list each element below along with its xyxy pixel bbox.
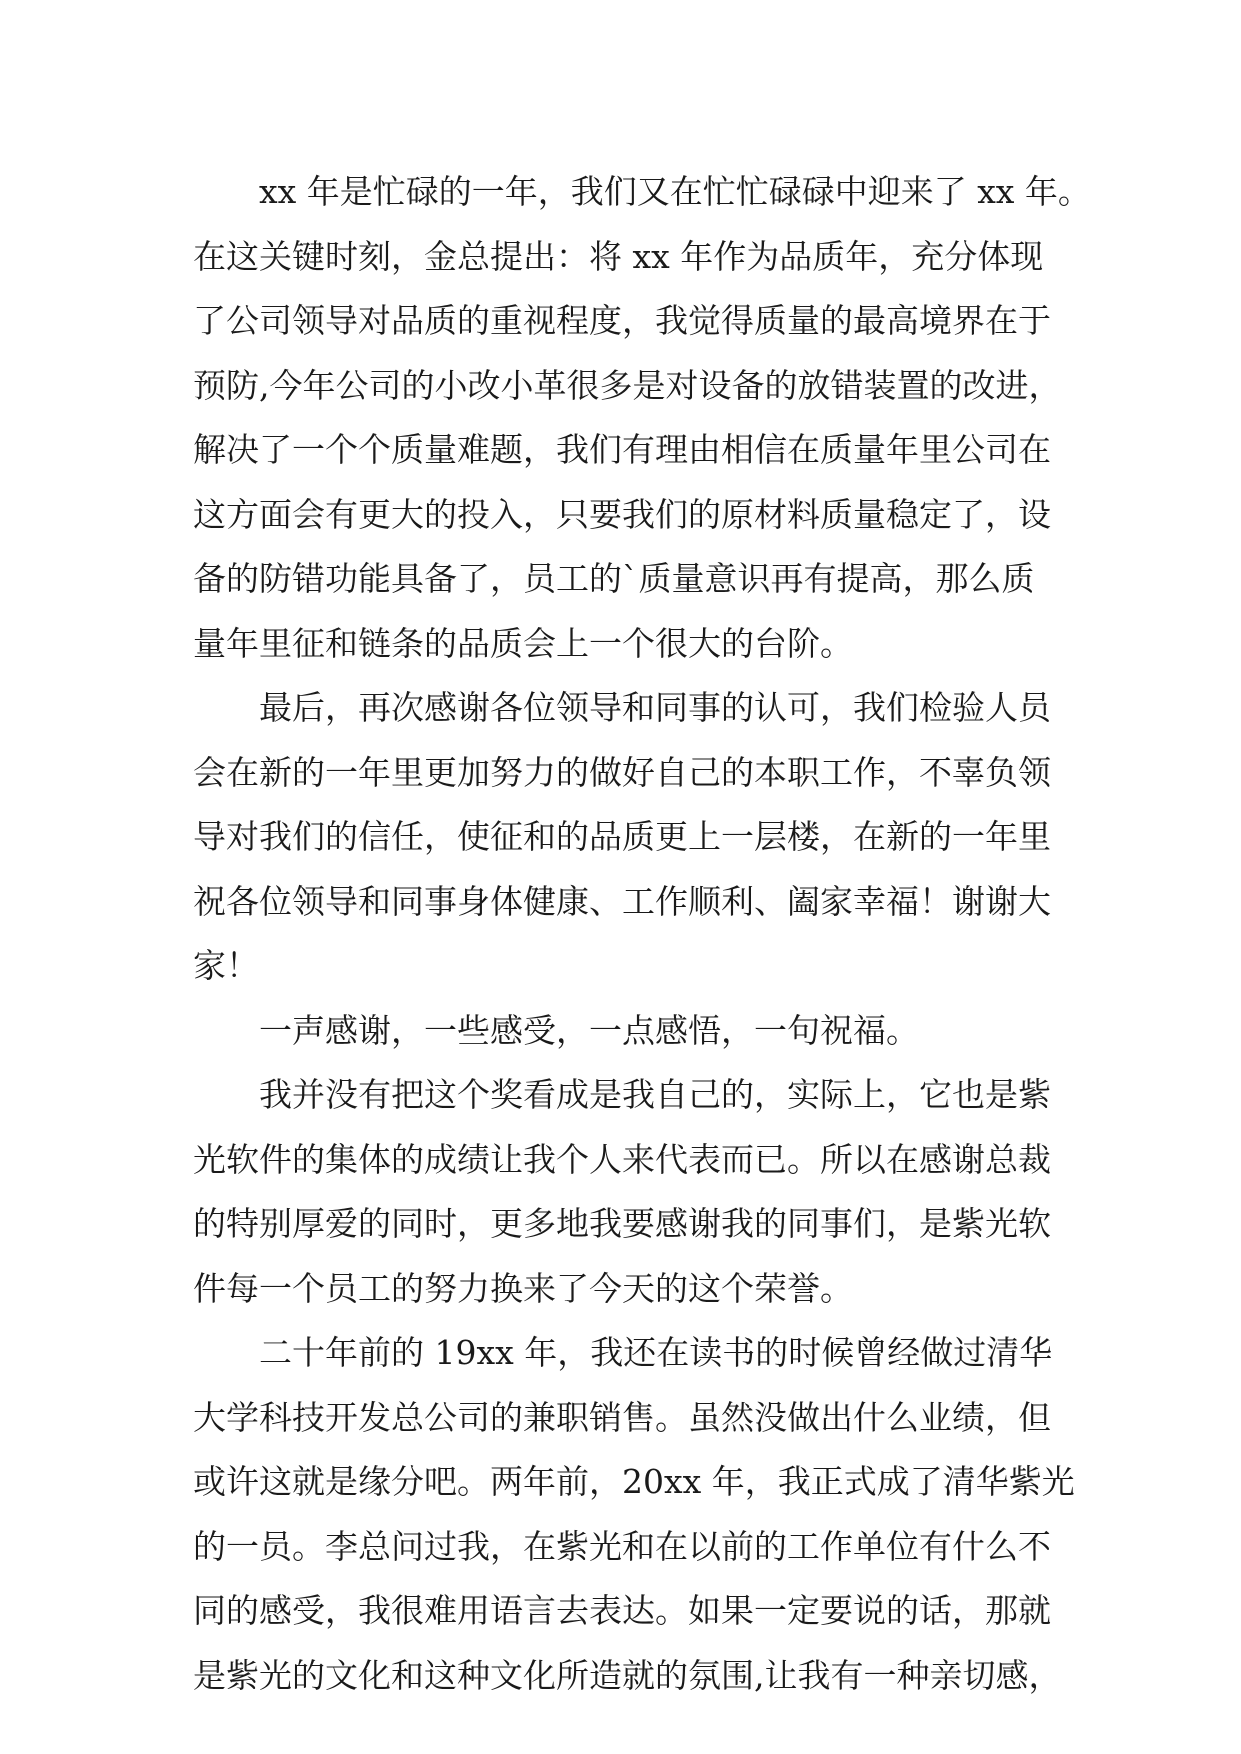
text-line: 量年里征和链条的品质会上一个很大的台阶。 <box>193 623 853 663</box>
paragraph <box>193 676 1073 999</box>
text-line: 家！ <box>193 946 259 985</box>
text-line: 预防,今年公司的小改小革很多是对设备的放错装置的改进， <box>193 365 1062 405</box>
text-line: 会在新的一年里更加努力的做好自己的本职工作，不辜负领 <box>193 752 1051 792</box>
text-line: 解决了一个个质量难题，我们有理由相信在质量年里公司在 <box>193 430 1051 469</box>
text-line: 大学科技开发总公司的兼职销售。虽然没做出什么业绩，但 <box>193 1397 1051 1437</box>
text-line: 我并没有把这个奖看成是我自己的，实际上，它也是紫 <box>259 1075 1051 1114</box>
text-line: 光软件的集体的成绩让我个人来代表而已。所以在感谢总裁 <box>193 1139 1051 1179</box>
text-line: 最后，再次感谢各位领导和同事的认可，我们检验人员 <box>259 688 1051 727</box>
paragraph <box>193 1321 1073 1708</box>
text-line: 或许这就是缘分吧。两年前，20xx 年，我正式成了清华紫光 <box>193 1462 1075 1501</box>
text-line: 一声感谢，一些感受，一点感悟，一句祝福。 <box>259 1010 919 1050</box>
text-line: 了公司领导对品质的重视程度，我觉得质量的最高境界在于 <box>193 301 1051 340</box>
text-line: xx 年是忙碌的一年，我们又在忙忙碌碌中迎来了 xx 年。 <box>259 172 1091 211</box>
document-body <box>193 160 1091 1708</box>
text-line: 祝各位领导和同事身体健康、工作顺利、阖家幸福！谢谢大 <box>193 881 1051 921</box>
paragraph <box>193 1063 1073 1321</box>
text-line: 备的防错功能具备了，员工的`质量意识再有提高，那么质 <box>193 559 1035 598</box>
paragraph <box>193 999 1073 1064</box>
paragraph <box>193 160 1091 676</box>
text-line: 是紫光的文化和这种文化所造就的氛围,让我有一种亲切感， <box>193 1655 1062 1695</box>
text-line: 的一员。李总问过我，在紫光和在以前的工作单位有什么不 <box>193 1526 1051 1566</box>
text-line: 同的感受，我很难用语言去表达。如果一定要说的话，那就 <box>193 1591 1051 1630</box>
text-line: 这方面会有更大的投入，只要我们的原材料质量稳定了，设 <box>193 494 1051 534</box>
text-line: 导对我们的信任，使征和的品质更上一层楼，在新的一年里 <box>193 817 1051 856</box>
text-line: 件每一个员工的努力换来了今天的这个荣誉。 <box>193 1268 853 1308</box>
text-line: 的特别厚爱的同时，更多地我要感谢我的同事们，是紫光软 <box>193 1204 1051 1243</box>
text-line: 在这关键时刻，金总提出：将 xx 年作为品质年，充分体现 <box>193 236 1044 276</box>
text-line: 二十年前的 19xx 年，我还在读书的时候曾经做过清华 <box>259 1333 1053 1372</box>
